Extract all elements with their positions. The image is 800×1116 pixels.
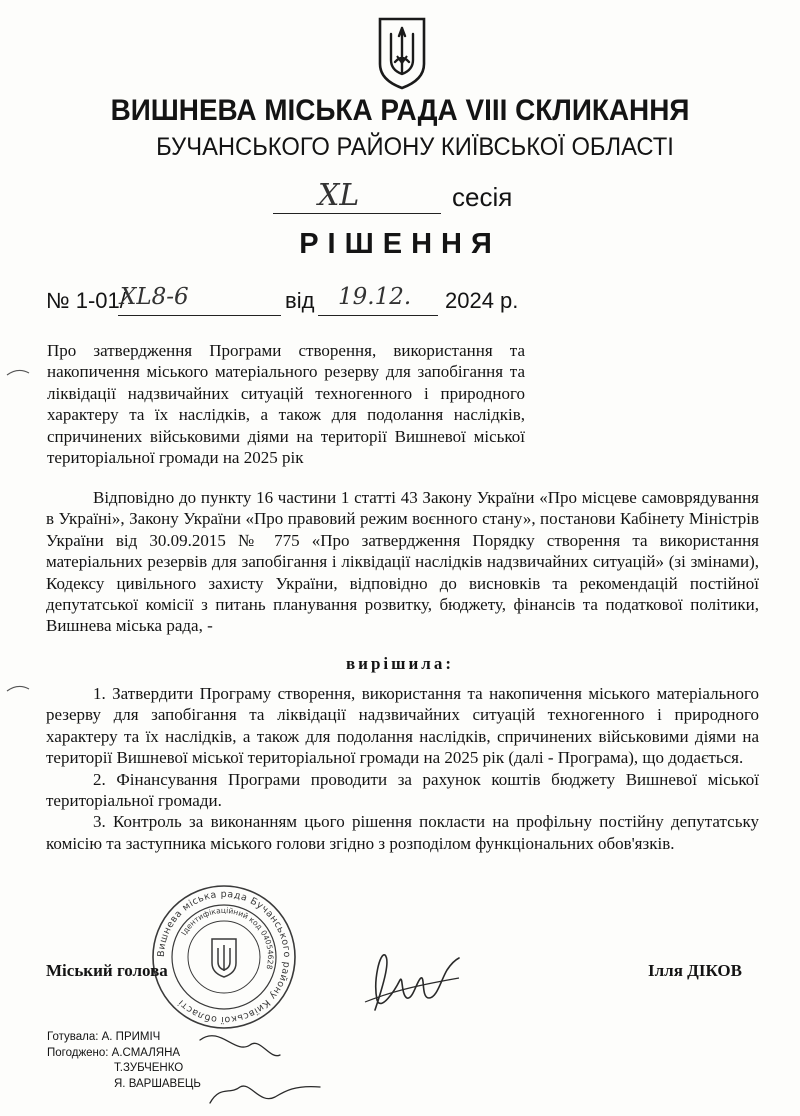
prepared-block [47,1030,201,1092]
decision-date-value: 19.12. [338,284,412,310]
year-label: 2024 р. [445,288,519,313]
prepared-line: Готувала: А. ПРИМІЧ [47,1031,161,1043]
margin-mark-icon [5,683,31,693]
decision-item-1: 1. Затвердити Програму створення, використання та накопичення міського матеріального резерву для запобігання та ліквідації надзвичайних ситуацій техногенного і природного характеру та їх наслідків, а також для подолання наслідків, спричинених військовими діями на території Вишневої міської територіальної громади на 2025 рік (далі - Програма), що додається. [46,684,759,768]
agreed-line-3: Я. ВАРШАВЕЦЬ [114,1077,201,1090]
decision-subject: Про затвердження Програми створення, використання та накопичення міського матеріального резерву для запобігання та ліквідації надзвичайних ситуацій техногенного і природного характеру та їх наслідків, а також для подолання наслідків, спричинених військовими діями на території Вишневої міської територіальної громади на 2025 рік [47,341,525,468]
preamble-paragraph: Відповідно до пункту 16 частини 1 статті 43 Закону України «Про місцеве самоврядування в Україні», Закону України «Про правовий режим воєнного стану», постанови Кабінету Міністрів України від 30.09.2015 № 775 «Про затвердження Порядку створення та використання матеріальних резервів для запобігання і ліквідації наслідків надзвичайних ситуацій» (зі змінами), Кодексу цивільного захисту України, відповідно до висновків та рекомендацій постійної депутатської комісії з питань планування розвитку, бюджету, фінансів та податкової політики, Вишнева міська рада, - [46,488,759,636]
decision-item-2: 2. Фінансування Програми проводити за рахунок коштів бюджету Вишневої міської територіальної громади. [46,769,759,811]
approval-signature [190,1015,330,1115]
council-title: ВИШНЕВА МІСЬКА РАДА VIII СКЛИКАННЯ [110,94,690,127]
stamp-code-text: Ідентифікаційний код 04054628 [179,905,276,971]
official-stamp [150,883,298,1031]
margin-mark-icon [5,367,31,377]
decision-number-value: XL8-6 [120,284,189,310]
coat-of-arms-icon [377,16,427,90]
mayor-title: Міський голова [46,961,168,980]
mayor-name: Ілля ДІКОВ [648,961,742,980]
stamp-ring-text: Вишнева міська рада Бучанського району Київської області [155,888,293,1026]
agreed-line: Погоджено: А.СМАЛЯНА [47,1046,181,1059]
decision-item-3: 3. Контроль за виконанням цього рішення покласти на профільну постійну депутатську комісію та заступника міського голови згідно з розподілом функціональних обов'язків. [46,812,759,853]
session-label: сесія [452,182,513,212]
decision-number-prefix: № 1-01/ [46,288,126,313]
agreed-line-2: Т.ЗУБЧЕНКО [114,1062,184,1074]
session-number: XL [318,178,360,213]
stamp-trident-icon [212,939,236,977]
council-subtitle: БУЧАНСЬКОГО РАЙОНУ КИЇВСЬКОЇ ОБЛАСТІ [156,133,674,161]
date-label: від [285,288,315,313]
decision-items [46,683,759,854]
mayor-signature [355,940,465,1020]
resolved-heading: вирішила: [346,654,454,673]
decision-title: РІШЕННЯ [299,228,501,260]
